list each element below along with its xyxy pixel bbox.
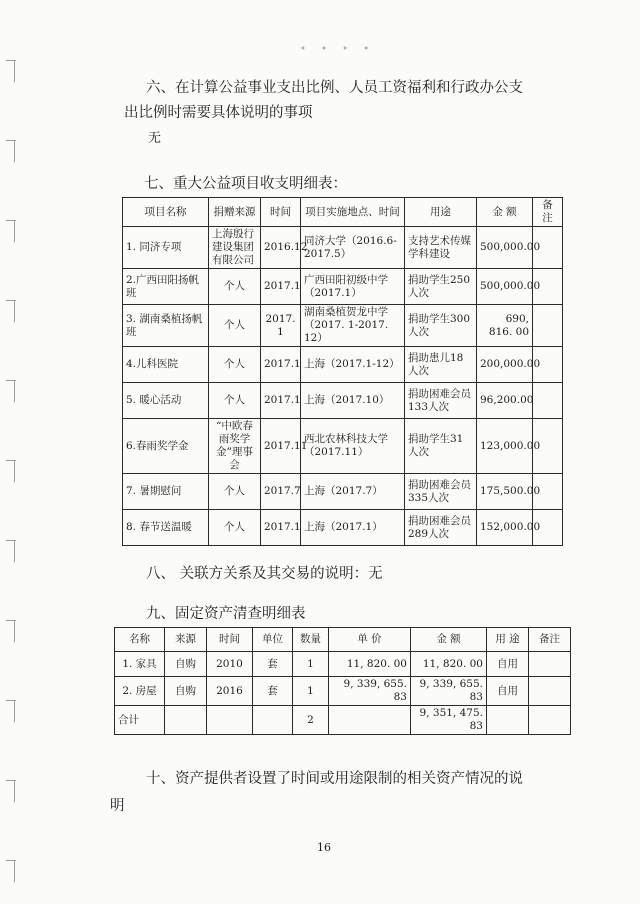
place-time-cell: 同济大学（2016.6-2017.5） <box>301 227 405 269</box>
section8-heading: 八、 关联方关系及其交易的说明：无 <box>146 566 383 582</box>
fixed-assets-table <box>114 627 571 735</box>
asset-unit-cell: 套 <box>253 677 293 706</box>
amount-cell: 690, 816. 00 <box>477 305 533 347</box>
asset-name-cell: 合计 <box>115 706 165 735</box>
column-header-unit: 单位 <box>253 628 293 652</box>
time-cell: 2017.7 <box>261 474 301 510</box>
place-time-cell: 广西田阳初级中学（2017.1） <box>301 269 405 305</box>
note-cell <box>533 305 563 347</box>
project-name-cell: 6.春雨奖学金 <box>123 419 209 474</box>
asset-name-cell: 2. 房屋 <box>115 677 165 706</box>
time-cell: 2017.1 <box>261 269 301 305</box>
donation-source-cell: 个人 <box>209 383 261 419</box>
project-name-cell: 4.儿科医院 <box>123 347 209 383</box>
project-name-cell: 1. 同济专项 <box>123 227 209 269</box>
place-time-cell: 上海（2017.10） <box>301 383 405 419</box>
asset-amount-cell: 9, 351, 475. 83 <box>411 706 487 735</box>
section10-heading-line1: 十、资产提供者设置了时间或用途限制的相关资产情况的说 <box>146 771 523 787</box>
page-number: 16 <box>317 841 331 854</box>
column-header-note: 备注 <box>529 628 571 652</box>
use-cell: 捐助困难会员133人次 <box>405 383 477 419</box>
asset-amount-cell: 9, 339, 655. 83 <box>411 677 487 706</box>
column-header-amount: 金 额 <box>477 198 533 227</box>
column-header-amount: 金 额 <box>411 628 487 652</box>
column-header-use: 用 途 <box>487 628 529 652</box>
place-time-cell: 湖南桑植贺龙中学（2017. 1-2017. 12） <box>301 305 405 347</box>
amount-cell: 500,000.00 <box>477 227 533 269</box>
section10-heading-line2: 明 <box>110 798 125 814</box>
place-time-cell: 上海（2017.1） <box>301 510 405 546</box>
column-header-note: 备 注 <box>533 198 563 227</box>
section6-heading-line1: 六、在计算公益事业支出比例、人员工资福利和行政办公支 <box>146 80 523 96</box>
column-header-quantity: 数量 <box>293 628 329 652</box>
table-row <box>123 419 563 474</box>
section6-body: 无 <box>148 131 162 146</box>
asset-quantity-cell: 1 <box>293 652 329 677</box>
donation-source-cell: “中欧春雨奖学金”理事会 <box>209 419 261 474</box>
use-cell: 捐助学生250人次 <box>405 269 477 305</box>
asset-use-cell: 自用 <box>487 652 529 677</box>
asset-quantity-cell: 2 <box>293 706 329 735</box>
section9-heading: 九、固定资产清查明细表 <box>146 606 306 622</box>
asset-note-cell <box>529 706 571 735</box>
section6-heading-line2: 出比例时需要具体说明的事项 <box>124 105 313 121</box>
table-row <box>123 510 563 546</box>
asset-note-cell <box>529 677 571 706</box>
table-header-row <box>123 198 563 227</box>
donation-source-cell: 个人 <box>209 474 261 510</box>
time-cell: 2017.1 <box>261 383 301 419</box>
donation-source-cell: 个人 <box>209 305 261 347</box>
asset-time-cell: 2016 <box>207 677 253 706</box>
scan-artifact-dots: • • • • <box>300 44 376 55</box>
column-header-donation-source: 捐赠来源 <box>209 198 261 227</box>
place-time-cell: 上海（2017.7） <box>301 474 405 510</box>
amount-cell: 123,000.00 <box>477 419 533 474</box>
use-cell: 捐助患儿18人次 <box>405 347 477 383</box>
asset-source-cell: 自购 <box>165 677 207 706</box>
time-cell: 2017.1 <box>261 510 301 546</box>
column-header-name: 名称 <box>115 628 165 652</box>
time-cell: 2016.12 <box>261 227 301 269</box>
asset-note-cell <box>529 652 571 677</box>
note-cell <box>533 383 563 419</box>
column-header-project-name: 项目名称 <box>123 198 209 227</box>
project-name-cell: 3. 湖南桑植扬帆班 <box>123 305 209 347</box>
asset-use-cell <box>487 706 529 735</box>
table-row <box>115 677 571 706</box>
asset-price-cell: 11, 820. 00 <box>329 652 411 677</box>
column-header-use: 用途 <box>405 198 477 227</box>
column-header-time: 时间 <box>261 198 301 227</box>
asset-amount-cell: 11, 820. 00 <box>411 652 487 677</box>
place-time-cell: 西北农林科技大学（2017.11） <box>301 419 405 474</box>
column-header-place-time: 项目实施地点、时间 <box>301 198 405 227</box>
amount-cell: 152,000.00 <box>477 510 533 546</box>
use-cell: 捐助困难会员335人次 <box>405 474 477 510</box>
public-welfare-projects-table <box>122 197 563 546</box>
table-row-total <box>115 706 571 735</box>
time-cell: 2017. 1 <box>261 305 301 347</box>
table-row <box>123 474 563 510</box>
table-header-row <box>115 628 571 652</box>
column-header-unit-price: 单 价 <box>329 628 411 652</box>
table-row <box>115 652 571 677</box>
donation-source-cell: 上海殷行建设集团有限公司 <box>209 227 261 269</box>
asset-unit-cell <box>253 706 293 735</box>
amount-cell: 500,000.00 <box>477 269 533 305</box>
donation-source-cell: 个人 <box>209 347 261 383</box>
binding-margin-marks <box>6 0 20 904</box>
asset-quantity-cell: 1 <box>293 677 329 706</box>
amount-cell: 200,000.00 <box>477 347 533 383</box>
table-row <box>123 347 563 383</box>
amount-cell: 175,500.00 <box>477 474 533 510</box>
asset-source-cell <box>165 706 207 735</box>
table-row <box>123 383 563 419</box>
donation-source-cell: 个人 <box>209 269 261 305</box>
column-header-time: 时间 <box>207 628 253 652</box>
section7-heading: 七、重大公益项目收支明细表： <box>144 176 347 192</box>
table-row <box>123 305 563 347</box>
time-cell: 2017.11 <box>261 419 301 474</box>
asset-price-cell <box>329 706 411 735</box>
asset-price-cell: 9, 339, 655. 83 <box>329 677 411 706</box>
donation-source-cell: 个人 <box>209 510 261 546</box>
asset-source-cell: 自购 <box>165 652 207 677</box>
place-time-cell: 上海（2017.1-12） <box>301 347 405 383</box>
use-cell: 支持艺术传媒学科建设 <box>405 227 477 269</box>
asset-time-cell <box>207 706 253 735</box>
project-name-cell: 2.广西田阳扬帆班 <box>123 269 209 305</box>
time-cell: 2017.1 <box>261 347 301 383</box>
column-header-source: 来源 <box>165 628 207 652</box>
table-row <box>123 269 563 305</box>
asset-unit-cell: 套 <box>253 652 293 677</box>
amount-cell: 96,200.00 <box>477 383 533 419</box>
project-name-cell: 7. 暑期慰问 <box>123 474 209 510</box>
asset-time-cell: 2010 <box>207 652 253 677</box>
project-name-cell: 5. 暖心活动 <box>123 383 209 419</box>
project-name-cell: 8. 春节送温暖 <box>123 510 209 546</box>
use-cell: 捐助学生31人次 <box>405 419 477 474</box>
table-row <box>123 227 563 269</box>
asset-name-cell: 1. 家具 <box>115 652 165 677</box>
use-cell: 捐助学生300人次 <box>405 305 477 347</box>
use-cell: 捐助困难会员289人次 <box>405 510 477 546</box>
asset-use-cell: 自用 <box>487 677 529 706</box>
